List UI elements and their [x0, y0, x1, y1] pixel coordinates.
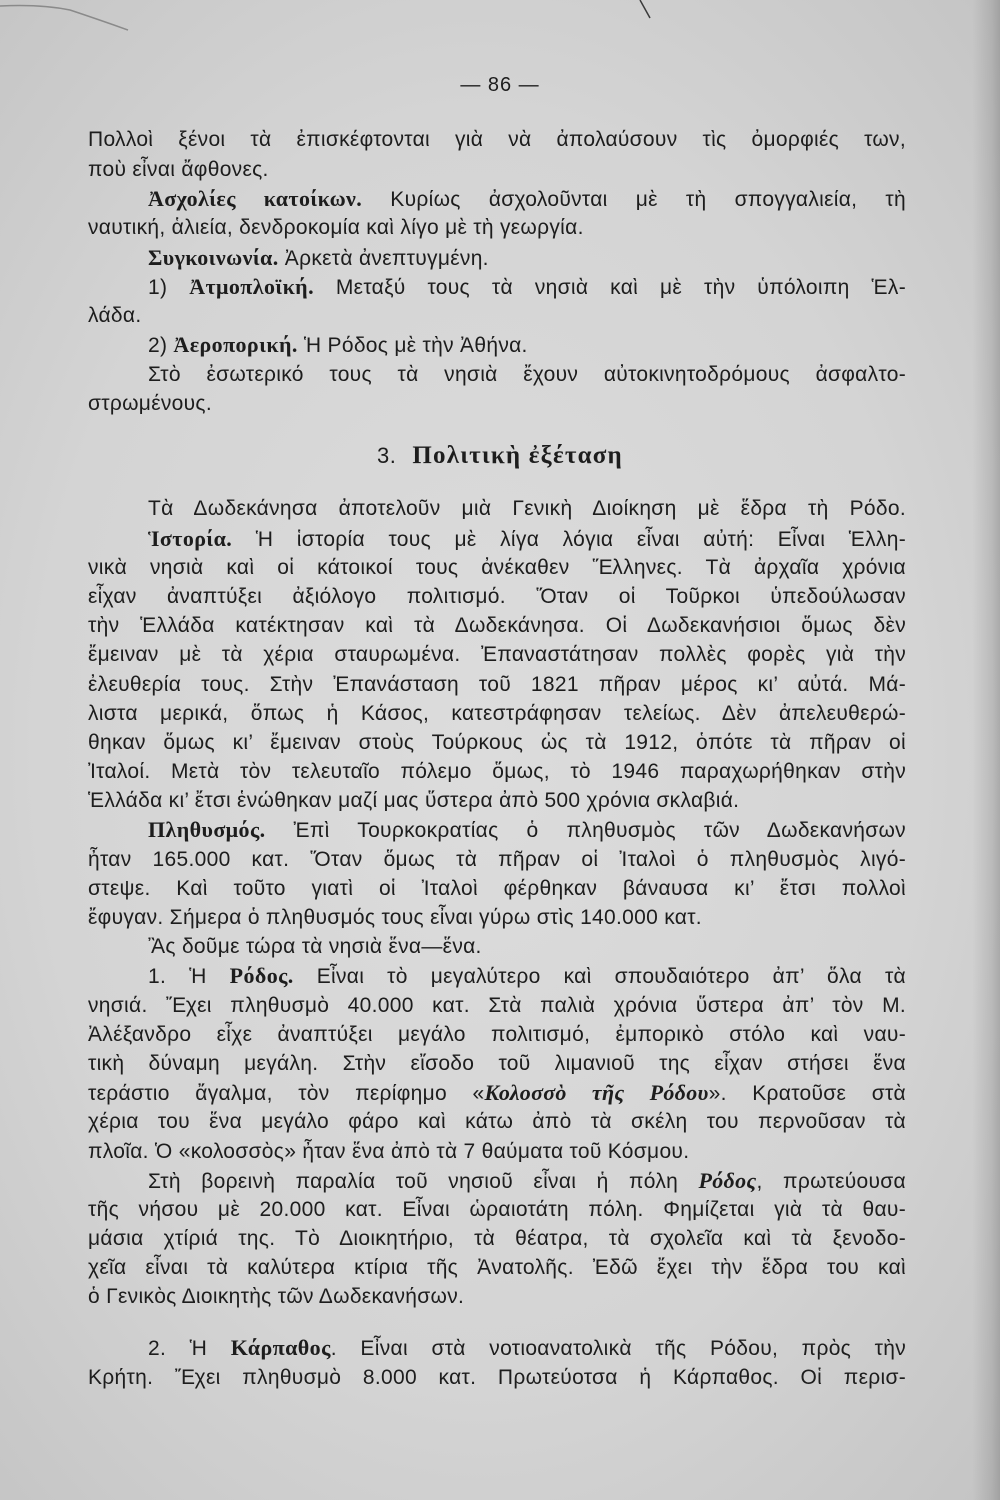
text-line: μάσια χτίριά της. Τὸ Διοικητήριο, τὰ θέατρα, τὰ σχολεῖα καὶ τὰ ξενοδο- [88, 1227, 906, 1251]
page-curl [0, 0, 1000, 60]
text-line: ποὺ εἶναι ἄφθονες. [88, 157, 269, 181]
text-run: , πρωτεύουσα [756, 1169, 906, 1193]
text-run: τεράστιο ἄγαλμα, τὸν περίφημο « [88, 1082, 485, 1106]
text-line: λάδα. [88, 304, 142, 328]
text-line: τικὴ δύναμη μεγάλη. Στὴν εἴσοδο τοῦ λιμανιοῦ της εἶχαν στήσει ἕνα [88, 1051, 906, 1075]
text-line [88, 184, 906, 213]
text-line: Πολλοὶ ξένοι τὰ ἐπισκέφτονται γιὰ νὰ ἀπολαύσουν τὶς ὀμορφιές των, [88, 128, 906, 152]
text-line: ἐλευθερία τους. Στὴν Ἐπανάσταση τοῦ 1821 πῆραν μέρος κι’ αὐτά. Μά- [88, 672, 906, 696]
text-line: ὁ Γενικὸς Διοικητὴς τῶν Δωδεκανήσων. [88, 1285, 465, 1309]
text-line: θηκαν ὅμως κι’ ἔμειναν στοὺς Τούρκους ὡς τὰ 1912, ὁπότε τὰ πῆραν οἱ [88, 730, 906, 754]
text-line: λιστα μερικά, ὅπως ἡ Κάσος, κατεστράφησαν τελείως. Δὲν ἀπελευθερώ- [88, 701, 906, 725]
text-line: Στὸ ἐσωτερικό τους τὰ νησιὰ ἔχουν αὐτοκινητοδρόμους ἀσφαλτο- [148, 362, 906, 386]
text-run: ». Κρατοῦσε στὰ [708, 1082, 906, 1106]
text-line [88, 524, 906, 553]
text-line: ἔμειναν μὲ τὰ χέρια σταυρωμένα. Ἐπαναστάτησαν πολλὲς φορὲς γιὰ τὴν [88, 643, 906, 667]
italic-term: Ρόδος [698, 1167, 757, 1193]
text-line [88, 815, 906, 844]
text-line: ἦταν 165.000 κατ. Ὅταν ὅμως τὰ πῆραν οἱ Ἰταλοὶ ὁ πληθυσμὸς λιγό- [88, 847, 906, 871]
text-line [88, 1333, 906, 1362]
text-line: στεψε. Καὶ τοῦτο γιατὶ οἱ Ἰταλοὶ φέρθηκαν βάναυσα κι’ ἔτσι πολλοὶ [88, 876, 906, 900]
text-run: 2) [148, 334, 174, 358]
intro-block [88, 125, 906, 418]
text-line: Ἰταλοί. Μετὰ τὸν τελευταῖο πόλεμο ὅμως, τὸ 1946 παραχωρήθηκαν στὴν [88, 760, 906, 784]
text-line: χέρια του ἕνα μεγάλο φάρο καὶ κάτω ἀπὸ τὰ σκέλη του περνοῦσαν τὰ [88, 1110, 906, 1134]
text-run: Ἀρκετὰ ἀνεπτυγμένη. [278, 246, 489, 270]
text-run: 1. Ἡ [148, 965, 230, 989]
section-heading [0, 438, 1000, 474]
bold-term: Ρόδος. [229, 963, 294, 989]
text-line: Κρήτη. Ἔχει πληθυσμὸ 8.000 κατ. Πρωτεύοτσα ἡ Κάρπαθος. Οἱ περισ- [88, 1365, 906, 1389]
text-line: νικὰ νησιὰ καὶ οἱ κάτοικοί τους ἀνέκαθεν Ἕλληνες. Τὰ ἀρχαῖα χρόνια [88, 555, 906, 579]
text-line [88, 330, 906, 359]
text-line: ἔφυγαν. Σήμερα ὁ πληθυσμός τους εἶναι γύρω στὶς 140.000 κατ. [88, 906, 702, 930]
text-line: νησιά. Ἔχει πληθυσμὸ 40.000 κατ. Στὰ παλιὰ χρόνια ὕστερα ἀπ’ τὸν Μ. [88, 993, 906, 1017]
text-line: Ἀλέξανδρο εἶχε ἀναπτύξει μεγάλο πολιτισμό, ἐμπορικὸ στόλο καὶ ναυ- [88, 1022, 906, 1046]
bold-term: Ἱστορία. [148, 525, 233, 551]
text-line [88, 272, 906, 301]
page-number: — 86 — [460, 74, 540, 96]
text-line [88, 243, 906, 272]
text-line [88, 1166, 906, 1195]
section-title: Πολιτικὴ ἐξέταση [412, 442, 623, 469]
text-run: . Εἶναι στὰ νοτιοανατολικὰ τῆς Ρόδου, πρὸς τὴν [330, 1337, 906, 1361]
text-line: στρωμένους. [88, 392, 212, 416]
bold-term: Πληθυσμός. [148, 817, 266, 843]
text-run: Κυρίως ἀσχολοῦνται μὲ τὴ σπογγαλιεία, τὴ [362, 187, 906, 211]
text-line [88, 1078, 906, 1107]
text-line [88, 961, 906, 990]
text-line: Ἑλλάδα κι’ ἔτσι ἑνώθηκαν μαζί μας ὕστερα ἀπὸ 500 χρόνια σκλαβιά. [88, 789, 740, 813]
section-number: 3. [377, 443, 397, 468]
text-run: 2. Ἡ [148, 1337, 231, 1361]
text-line: πλοῖα. Ὁ «κολοσσὸς» ἦταν ἕνα ἀπὸ τὰ 7 θαύματα τοῦ Κόσμου. [88, 1139, 690, 1163]
text-line: τὴν Ἑλλάδα κατέκτησαν καὶ τὰ Δωδεκάνησα. Οἱ Δωδεκανήσιοι ὅμως δὲν [88, 614, 906, 638]
text-run: Ἡ ἱστορία τους μὲ λίγα λόγια εἶναι αὐτή: Εἶναι Ἑλλη- [232, 527, 906, 551]
page-edge-shadow [972, 0, 1000, 1500]
text-run: Στὴ βορεινὴ παραλία τοῦ νησιοῦ εἶναι ἡ πόλη [148, 1169, 699, 1193]
text-line: Τὰ Δωδεκάνησα ἀποτελοῦν μιὰ Γενικὴ Διοίκηση μὲ ἕδρα τὴ Ρόδο. [148, 497, 906, 521]
bold-term: Ἀεροπορική. [173, 332, 298, 358]
text-line: εἶχαν ἀναπτύξει ἀξιόλογο πολιτισμό. Ὅταν οἱ Τοῦρκοι ὑπεδούλωσαν [88, 584, 906, 608]
text-run: 1) [148, 275, 190, 299]
italic-term: Κολοσσὸ τῆς Ρόδου [484, 1080, 709, 1106]
bold-term: Ἀσχολίες κατοίκων. [148, 185, 363, 211]
body-block [88, 494, 906, 1311]
bold-term: Ἀτμοπλοϊκή. [189, 273, 314, 299]
bold-term: Συγκοινωνία. [148, 244, 279, 270]
text-line: χεῖα εἶναι τὰ καλύτερα κτίρια τῆς Ἀνατολῆς. Ἐδῶ ἔχει τὴν ἕδρα του καὶ [88, 1256, 906, 1280]
text-run: Ἐπὶ Τουρκοκρατίας ὁ πληθυσμὸς τῶν Δωδεκανήσων [265, 819, 906, 843]
text-line: τῆς νήσου μὲ 20.000 κατ. Εἶναι ὡραιοτάτη πόλη. Φημίζεται γιὰ τὰ θαυ- [88, 1197, 906, 1221]
text-run: Ἡ Ρόδος μὲ τὴν Ἀθήνα. [297, 334, 528, 358]
text-run: Μεταξύ τους τὰ νησιὰ καὶ μὲ τὴν ὑπόλοιπη Ἑλ- [313, 275, 906, 299]
text-run: Εἶναι τὸ μεγαλύτερο καὶ σπουδαιότερο ἀπ’ ὅλα τὰ [293, 965, 906, 989]
bold-term: Κάρπαθος [230, 1335, 331, 1361]
text-line: Ἂς δοῦμε τώρα τὰ νησιὰ ἕνα—ἕνα. [148, 935, 482, 959]
karpathos-block [88, 1333, 906, 1391]
text-line: ναυτική, ἁλιεία, δενδροκομία καὶ λίγο μὲ τὴ γεωργία. [88, 216, 584, 240]
